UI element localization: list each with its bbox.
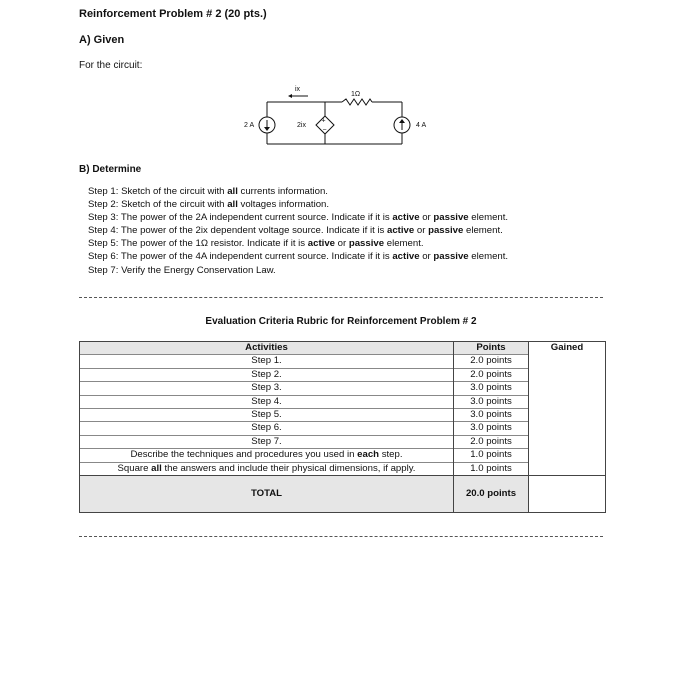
row-points: 1.0 points — [454, 449, 529, 462]
row-activity: Step 5. — [80, 409, 454, 422]
given-intro: For the circuit: — [79, 60, 143, 71]
rubric-table — [79, 341, 606, 513]
step-item: Step 7: Verify the Energy Conservation Law. — [88, 264, 276, 276]
total-points: 20.0 points — [454, 476, 529, 513]
table-row — [80, 355, 606, 368]
row-activity: Step 2. — [80, 368, 454, 381]
table-row — [80, 382, 606, 395]
plus-sign: + — [321, 117, 326, 125]
row-points: 2.0 points — [454, 368, 529, 381]
dependent-source-label: 2ix — [297, 122, 306, 129]
resistor-label: 1Ω — [351, 91, 361, 98]
table-row — [80, 422, 606, 435]
total-label: TOTAL — [80, 476, 454, 513]
row-points: 1.0 points — [454, 462, 529, 475]
row-points: 3.0 points — [454, 395, 529, 408]
ix-label: ix — [295, 86, 301, 93]
divider-top — [79, 297, 603, 298]
row-points: 3.0 points — [454, 382, 529, 395]
given-heading: A) Given — [79, 34, 125, 46]
table-row — [80, 395, 606, 408]
row-activity: Step 6. — [80, 422, 454, 435]
step-item: Step 4: The power of the 2ix dependent voltage source. Indicate if it is active or passive element. — [88, 225, 503, 237]
step-item: Step 2: Sketch of the circuit with all voltages information. — [88, 199, 330, 211]
table-row — [80, 409, 606, 422]
determine-heading: B) Determine — [79, 164, 142, 175]
step-item: Step 6: The power of the 4A independent current source. Indicate if it is active or passive element. — [88, 251, 509, 263]
table-row-square — [80, 462, 606, 475]
divider-bottom — [79, 536, 603, 537]
header-activities: Activities — [80, 342, 454, 355]
row-points: 3.0 points — [454, 409, 529, 422]
step-item: Step 1: Sketch of the circuit with all currents information. — [88, 186, 328, 197]
header-points: Points — [454, 342, 529, 355]
resistor-symbol — [342, 99, 372, 105]
row-activity: Step 4. — [80, 395, 454, 408]
left-arrow-icon — [288, 94, 292, 98]
down-arrow-icon — [264, 127, 270, 131]
step-item: Step 5: The power of the 1Ω resistor. Indicate if it is active or passive element. — [88, 238, 424, 250]
page-title: Reinforcement Problem # 2 (20 pts.) — [79, 8, 267, 20]
steps-list — [88, 185, 508, 277]
total-gained — [529, 476, 606, 513]
row-points: 3.0 points — [454, 422, 529, 435]
step-item: Step 3: The power of the 2A independent current source. Indicate if it is active or passive element. — [88, 212, 509, 224]
circuit-diagram — [0, 0, 678, 160]
table-row — [80, 368, 606, 381]
source-2a-label: 2 A — [244, 122, 255, 129]
row-activity: Step 7. — [80, 435, 454, 448]
rubric-title: Evaluation Criteria Rubric for Reinforcement Problem # 2 — [205, 316, 477, 327]
row-points: 2.0 points — [454, 355, 529, 368]
table-row-describe — [80, 449, 606, 462]
row-points: 2.0 points — [454, 435, 529, 448]
row-activity: Square all the answers and include their physical dimensions, if apply. — [80, 462, 454, 475]
up-arrow-icon — [399, 119, 405, 123]
row-activity: Step 3. — [80, 382, 454, 395]
row-activity: Describe the techniques and procedures you used in each step. — [80, 449, 454, 462]
table-row — [80, 435, 606, 448]
minus-sign: − — [322, 127, 327, 134]
rubric-header-row — [80, 342, 606, 355]
header-gained: Gained — [529, 342, 606, 476]
row-activity: Step 1. — [80, 355, 454, 368]
source-4a-label: 4 A — [416, 122, 427, 129]
total-row — [80, 476, 606, 513]
